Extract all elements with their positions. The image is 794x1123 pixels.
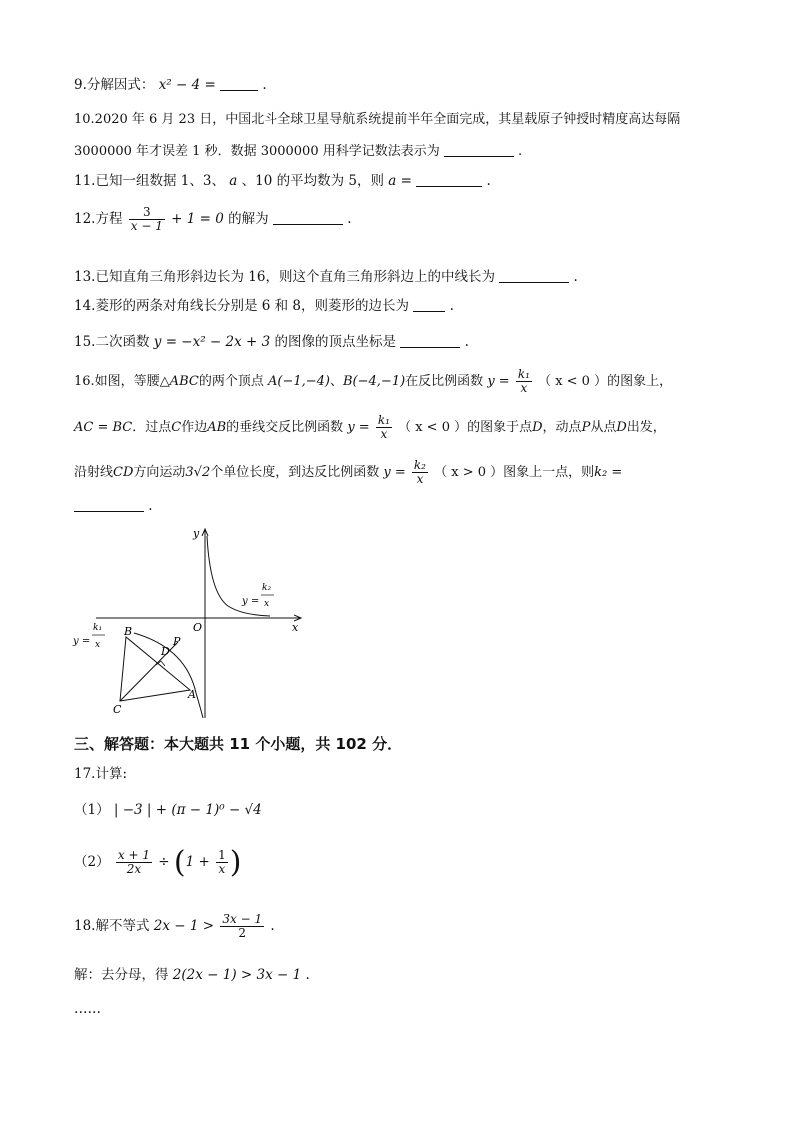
- label-b: B: [124, 625, 133, 638]
- q16-text-1d: 在反比例函数: [405, 374, 484, 389]
- question-10-line2: [74, 142, 522, 161]
- q16-text-2f: 从点: [590, 420, 617, 435]
- q18-lhs: 2x − 1 >: [153, 918, 215, 934]
- question-15: [74, 333, 469, 351]
- question-14: [74, 297, 454, 315]
- q10-line1-text: 10.2020 年 6 月 23 日，中国北斗全球卫星导航系统提前半年全面完成，其星载原子钟授时精度高达每隔: [74, 112, 681, 127]
- q18-sol-expr: 2(2x − 1) > 3x − 1: [172, 967, 302, 983]
- q16-k1b: k₁: [377, 413, 390, 427]
- q11-answer-blank[interactable]: [416, 172, 482, 187]
- q16-text-2g: 出发，: [626, 420, 666, 435]
- q13-text: 13.已知直角三角形斜边长为 16，则这个直角三角形斜边上的中线长为: [74, 269, 495, 285]
- q17-p2-one-plus: 1 +: [185, 854, 210, 870]
- curve1-x: x: [95, 640, 101, 650]
- q9-expr: x² − 4 =: [158, 77, 216, 93]
- q16-text-1c: 、: [329, 374, 343, 389]
- q16-triangle: △ABC: [159, 374, 199, 389]
- label-c: C: [113, 703, 122, 716]
- q17-part2: [74, 842, 241, 882]
- q18-sol-end: .: [305, 967, 310, 983]
- q12-text-a: 12.方程: [74, 211, 123, 227]
- q16-text-1b: 的两个顶点: [198, 374, 264, 389]
- q16-ray-cd: CD: [113, 465, 134, 480]
- q13-end: .: [573, 269, 578, 285]
- q16-point-b: B(−4,−1): [343, 374, 406, 389]
- q11-text-a: 11.已知一组数据 1、3、: [74, 173, 225, 189]
- q16-point-a: A(−1,−4): [267, 374, 330, 389]
- q9-answer-blank[interactable]: [220, 76, 258, 91]
- question-9: [74, 76, 267, 94]
- curve2-k: k₂: [262, 583, 272, 593]
- label-p: P: [173, 635, 181, 648]
- q16-func-y3: y =: [383, 465, 406, 480]
- q15-end: .: [464, 334, 469, 350]
- q17-p2-denominator: 2x: [126, 862, 142, 876]
- q17-p1-expr: | −3 | + (π − 1)⁰ − √4: [113, 802, 262, 818]
- q16-x-den2: x: [380, 427, 388, 441]
- q16-text-2d: 的垂线交反比例函数: [226, 420, 344, 435]
- q17-p1-label: （1）: [74, 802, 110, 818]
- q17-p2-denominator2: x: [218, 862, 226, 876]
- q17-p2-numerator: x + 1: [117, 848, 150, 862]
- q17-p2-left-paren: (: [173, 844, 186, 880]
- q16-text-3b: 方向运动: [133, 465, 186, 480]
- question-16-line4: [74, 497, 153, 515]
- q16-point-p: P: [581, 420, 591, 435]
- q16-fraction-k1b: [376, 414, 392, 441]
- q16-text-3c: 个单位长度，到达反比例函数: [210, 465, 380, 480]
- q16-text-1cond: （ x < 0 ）的图象上，: [538, 374, 673, 389]
- question-11: [74, 172, 491, 190]
- label-d: D: [161, 645, 170, 658]
- q12-fraction: [129, 206, 165, 233]
- curve-k2: [207, 536, 270, 616]
- q12-end: .: [347, 211, 352, 227]
- q16-k2: k₂: [413, 458, 426, 472]
- question-18: [74, 913, 275, 940]
- question-16-line1: [74, 368, 672, 395]
- q9-text: 9.分解因式：: [74, 77, 155, 93]
- q15-text-a: 15.二次函数: [74, 334, 150, 350]
- q17-p2-right-paren: ): [229, 844, 242, 880]
- q12-equation-rest: + 1 = 0: [171, 211, 224, 227]
- question-10-line1: [74, 111, 680, 129]
- q17-p2-fraction: [116, 849, 152, 876]
- q15-text-b: 的图像的顶点坐标是: [274, 334, 397, 350]
- q15-expr: y = −x² − 2x + 3: [153, 334, 271, 350]
- q14-end: .: [449, 298, 454, 314]
- q16-text-2c: 作边: [181, 420, 208, 435]
- q11-end: .: [486, 173, 491, 189]
- q16-text-2b: ．过点: [132, 420, 172, 435]
- q11-var-a2: a =: [388, 173, 412, 189]
- q16-text-2e: ，动点: [542, 420, 582, 435]
- q10-line2-text: 3000000 年才误差 1 秒．数据 3000000 用科学记数法表示为: [74, 144, 440, 159]
- q17-p2-label: （2）: [74, 854, 110, 870]
- curve2-y-label: y =: [242, 596, 260, 607]
- q17-p2-fraction2: [216, 849, 228, 876]
- q16-point-d2: D: [616, 420, 627, 435]
- curve1-y-label: y =: [73, 636, 91, 647]
- section-3-heading: 三、解答题：本大题共 11 个小题，共 102 分．: [74, 735, 403, 753]
- q11-var-a: a: [229, 173, 238, 189]
- q17-p2-divide: ÷: [158, 854, 170, 870]
- y-axis-label: y: [193, 527, 200, 540]
- q12-numerator: 3: [129, 206, 165, 220]
- question-12: [74, 206, 352, 233]
- q16-x-den3: x: [416, 472, 424, 486]
- q16-func-y2: y =: [347, 420, 370, 435]
- q16-point-c: C: [171, 420, 182, 435]
- q16-k2-eq: k₂ =: [594, 465, 623, 480]
- q16-point-d: D: [532, 420, 543, 435]
- q16-text-3a: 沿射线: [74, 465, 114, 480]
- q18-solution: [74, 966, 310, 984]
- question-16-line3: [74, 459, 622, 486]
- q18-text: 18.解不等式: [74, 918, 150, 934]
- q17-p2-numerator2: 1: [218, 848, 226, 862]
- q10-end: .: [518, 144, 523, 159]
- question-13: [74, 268, 578, 286]
- q16-text-3cond: （ x > 0 ）图象上一点，则: [434, 465, 595, 480]
- q16-end: .: [148, 498, 153, 514]
- q16-fraction-k1: [516, 368, 532, 395]
- q14-answer-blank[interactable]: [413, 297, 445, 312]
- q13-answer-blank[interactable]: [499, 268, 569, 283]
- q14-text: 14.菱形的两条对角线长分别是 6 和 8，则菱形的边长为: [74, 298, 410, 314]
- q16-ac-bc: AC = BC: [74, 420, 133, 435]
- q12-denominator: x − 1: [130, 219, 163, 233]
- q16-func-y: y =: [487, 374, 510, 389]
- q10-answer-blank[interactable]: [444, 142, 514, 157]
- q16-segment-ab: AB: [207, 420, 227, 435]
- curve1-k: k₁: [93, 623, 103, 633]
- label-a: A: [188, 688, 196, 701]
- q12-text-c: 的解为: [228, 211, 269, 227]
- question-16-line2: [74, 414, 666, 441]
- q18-sol-text: 解：去分母，得: [74, 967, 169, 983]
- q16-text-2cond: （ x < 0 ）的图象于点: [398, 420, 533, 435]
- q18-end: .: [270, 918, 275, 934]
- q16-text-1a: 16.如图，等腰: [74, 374, 160, 389]
- q16-answer-blank[interactable]: [74, 497, 144, 512]
- q16-x-den: x: [520, 381, 528, 395]
- q16-distance: 3√2: [185, 465, 211, 480]
- q9-end: .: [262, 77, 267, 93]
- q11-text-b: 、10 的平均数为 5，则: [241, 173, 384, 189]
- q12-answer-blank[interactable]: [273, 210, 343, 225]
- curve2-x: x: [264, 599, 270, 609]
- x-axis-label: x: [292, 621, 299, 634]
- q16-figure: [60, 518, 310, 723]
- q18-numerator: 3x − 1: [222, 912, 263, 926]
- q18-denominator: 2: [238, 926, 247, 940]
- origin-label: O: [193, 621, 203, 634]
- q16-k1: k₁: [517, 367, 530, 381]
- q16-fraction-k2: [412, 459, 428, 486]
- q18-fraction: [220, 913, 264, 940]
- q17-part1: [74, 801, 262, 819]
- q18-ellipsis: ……: [74, 1001, 101, 1017]
- q15-answer-blank[interactable]: [400, 333, 460, 348]
- q17-title: 17.计算:: [74, 766, 128, 782]
